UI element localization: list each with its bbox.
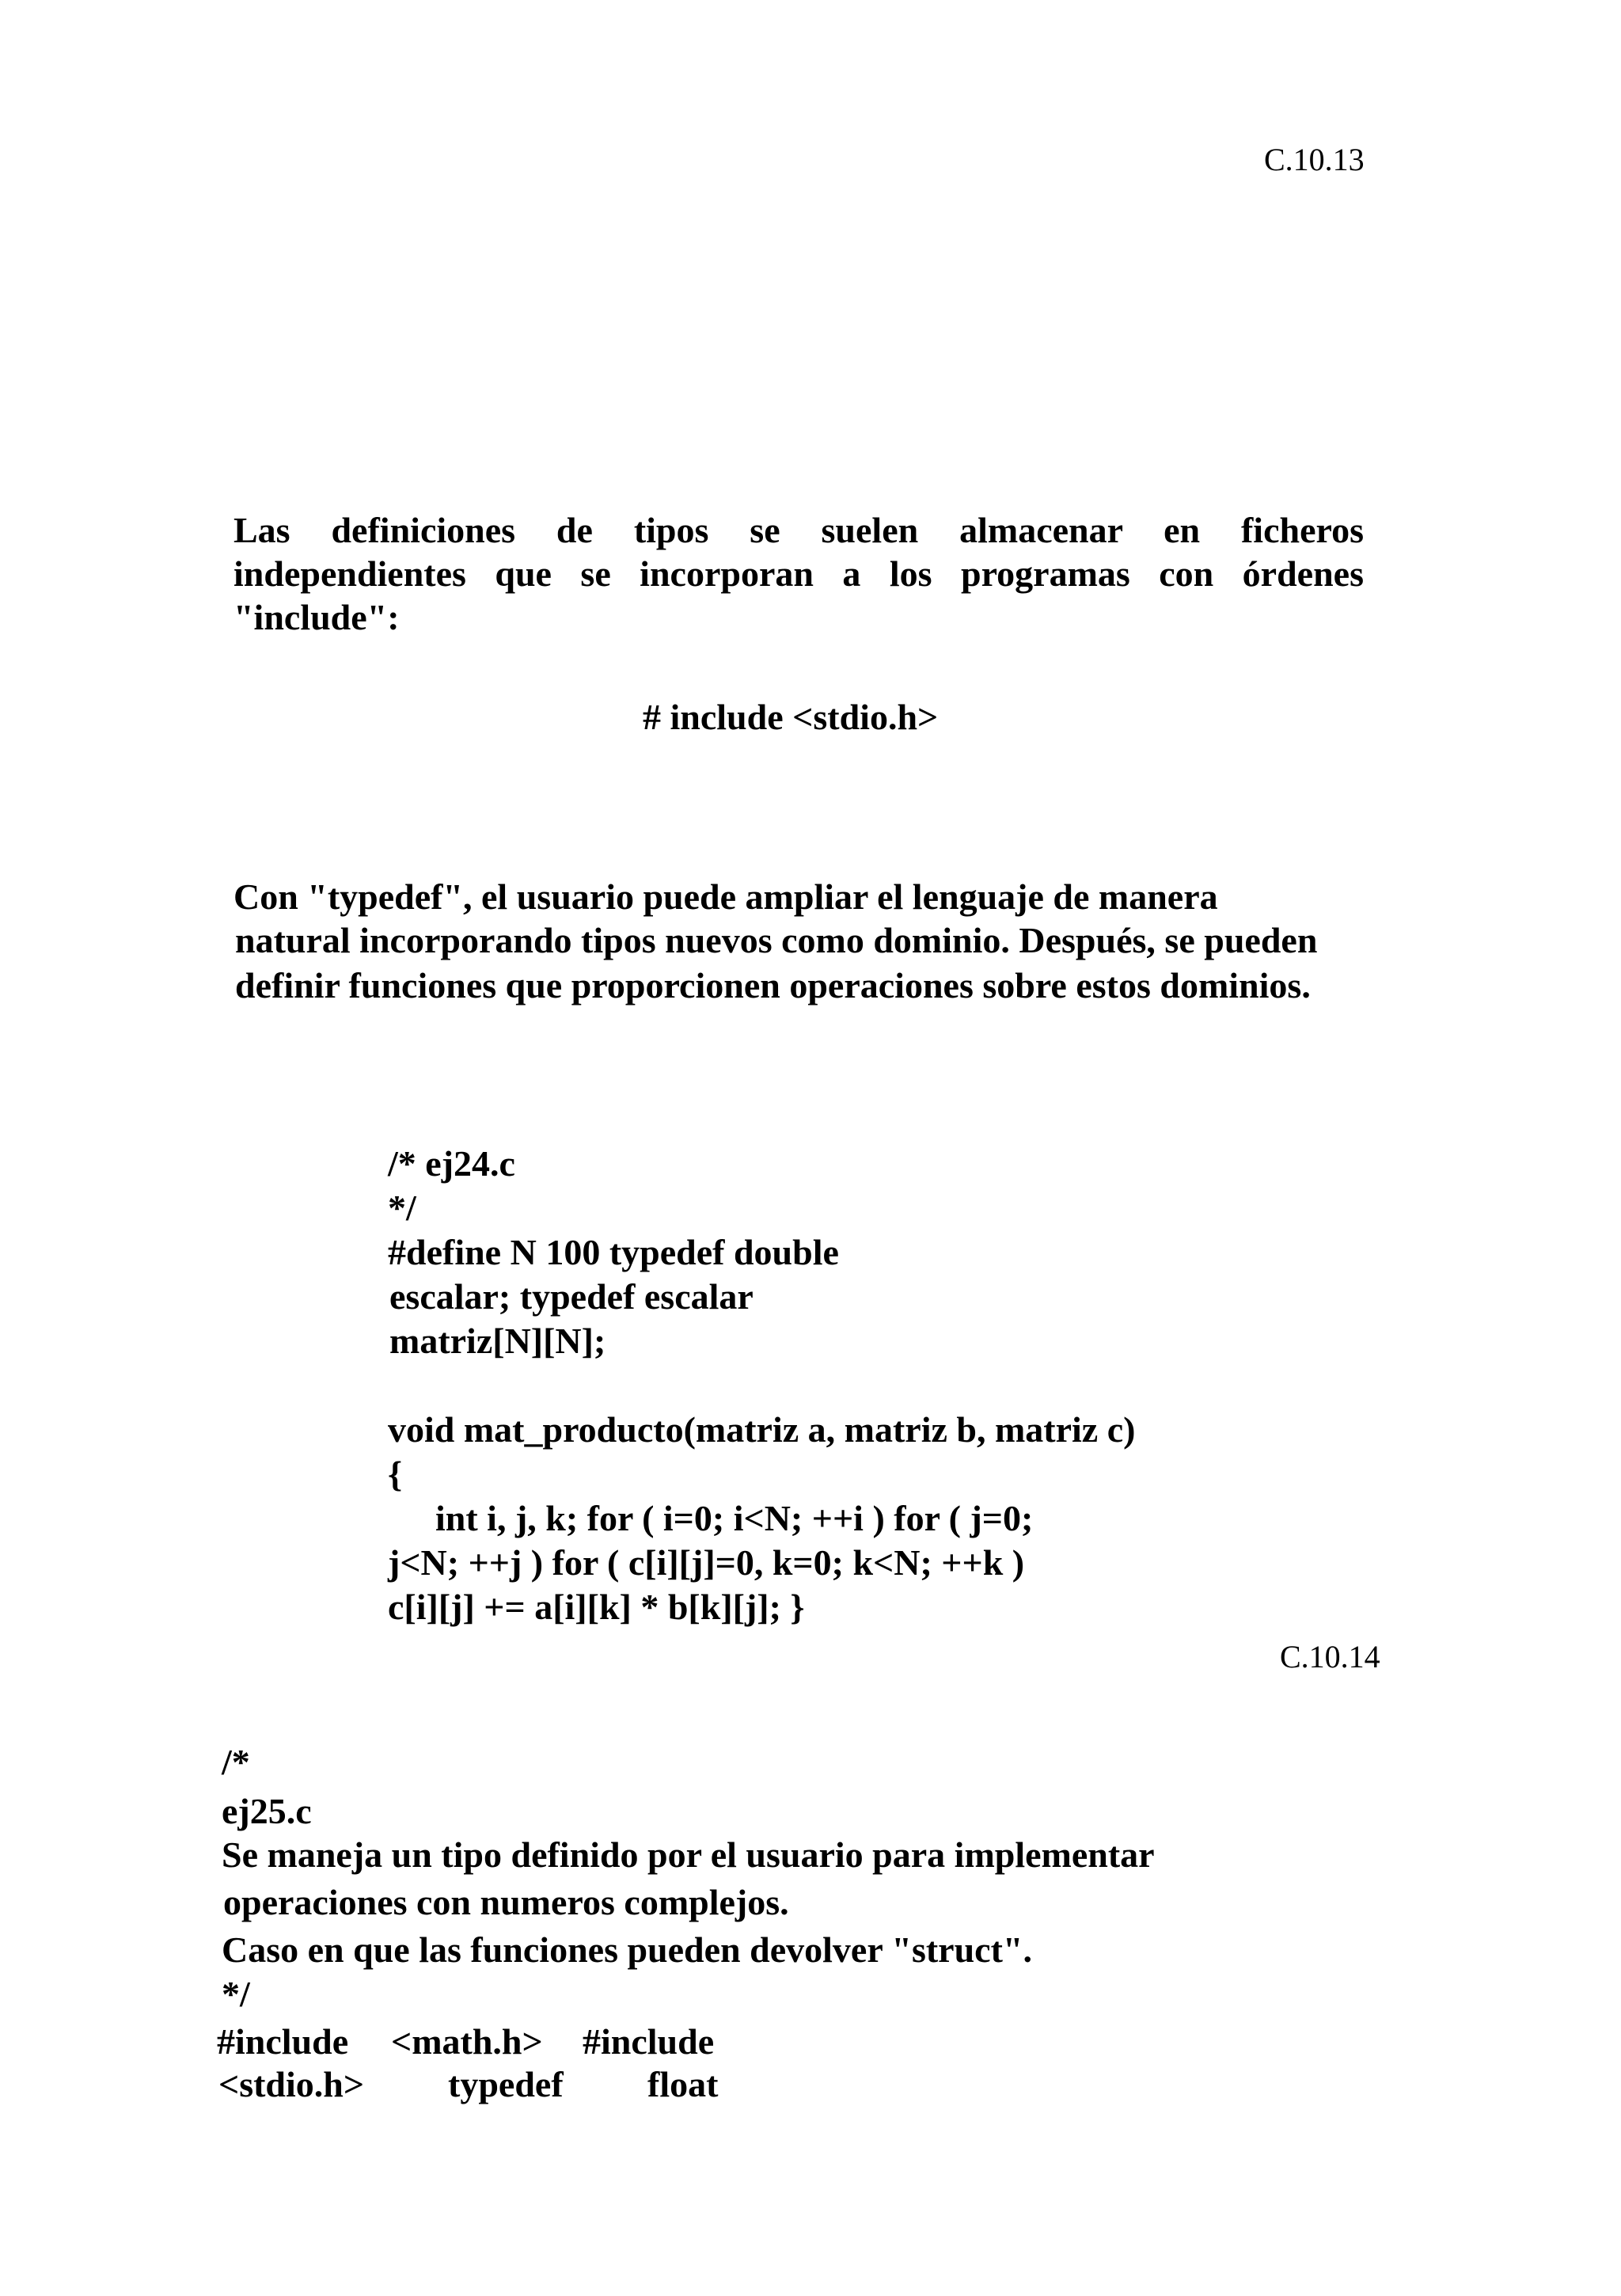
ej25-include-1b: <math.h>: [391, 2021, 543, 2062]
ej25-include-1c: #include: [583, 2021, 715, 2062]
intro-line-1: Las definiciones de tipos se suelen almacenar en ficheros: [233, 510, 1364, 550]
intro-line-2: independientes que se incorporan a los programas con órdenes: [233, 553, 1364, 594]
ej24-line-9: j<N; ++j ) for ( c[i][j]=0, k=0; k<N; ++k ): [388, 1542, 1025, 1583]
intro-line-3: "include":: [233, 597, 400, 637]
ej25-include-1a: #include: [217, 2021, 349, 2062]
ej24-line-1: /* ej24.c: [388, 1143, 515, 1184]
ej24-line-6: void mat_producto(matriz a, matriz b, matriz c): [388, 1409, 1136, 1450]
typedef-line-2: natural incorporando tipos nuevos como dominio. Después, se pueden: [235, 920, 1318, 960]
ej24-line-7: {: [388, 1454, 403, 1494]
ej25-line-3: Se maneja un tipo definido por el usuario para implementar: [222, 1834, 1155, 1875]
ej25-include-2b: typedef: [448, 2064, 564, 2104]
page-number-middle: C.10.14: [1280, 1639, 1380, 1674]
ej25-line-5: Caso en que las funciones pueden devolver "struct".: [222, 1929, 1032, 1970]
ej25-include-2c: float: [647, 2064, 719, 2104]
ej25-include-2a: <stdio.h>: [218, 2064, 365, 2104]
ej24-line-2: */: [388, 1188, 416, 1228]
ej25-line-1: /*: [222, 1742, 250, 1782]
ej24-line-10: c[i][j] += a[i][k] * b[k][j]; }: [388, 1587, 805, 1627]
typedef-line-1: Con "typedef", el usuario puede ampliar el lenguaje de manera: [233, 876, 1218, 917]
ej25-line-6: */: [222, 1974, 250, 2014]
ej24-line-8: int i, j, k; for ( i=0; i<N; ++i ) for ( j=0;: [435, 1498, 1034, 1538]
ej24-line-5: matriz[N][N];: [389, 1321, 606, 1361]
include-example: # include <stdio.h>: [643, 697, 939, 737]
page-number-top: C.10.13: [1264, 142, 1365, 177]
ej25-line-2: ej25.c: [222, 1791, 312, 1831]
ej24-line-3: #define N 100 typedef double: [388, 1232, 839, 1272]
ej24-line-4: escalar; typedef escalar: [389, 1276, 754, 1317]
ej25-line-4: operaciones con numeros complejos.: [223, 1882, 789, 1922]
typedef-line-3: definir funciones que proporcionen operaciones sobre estos dominios.: [235, 965, 1311, 1005]
